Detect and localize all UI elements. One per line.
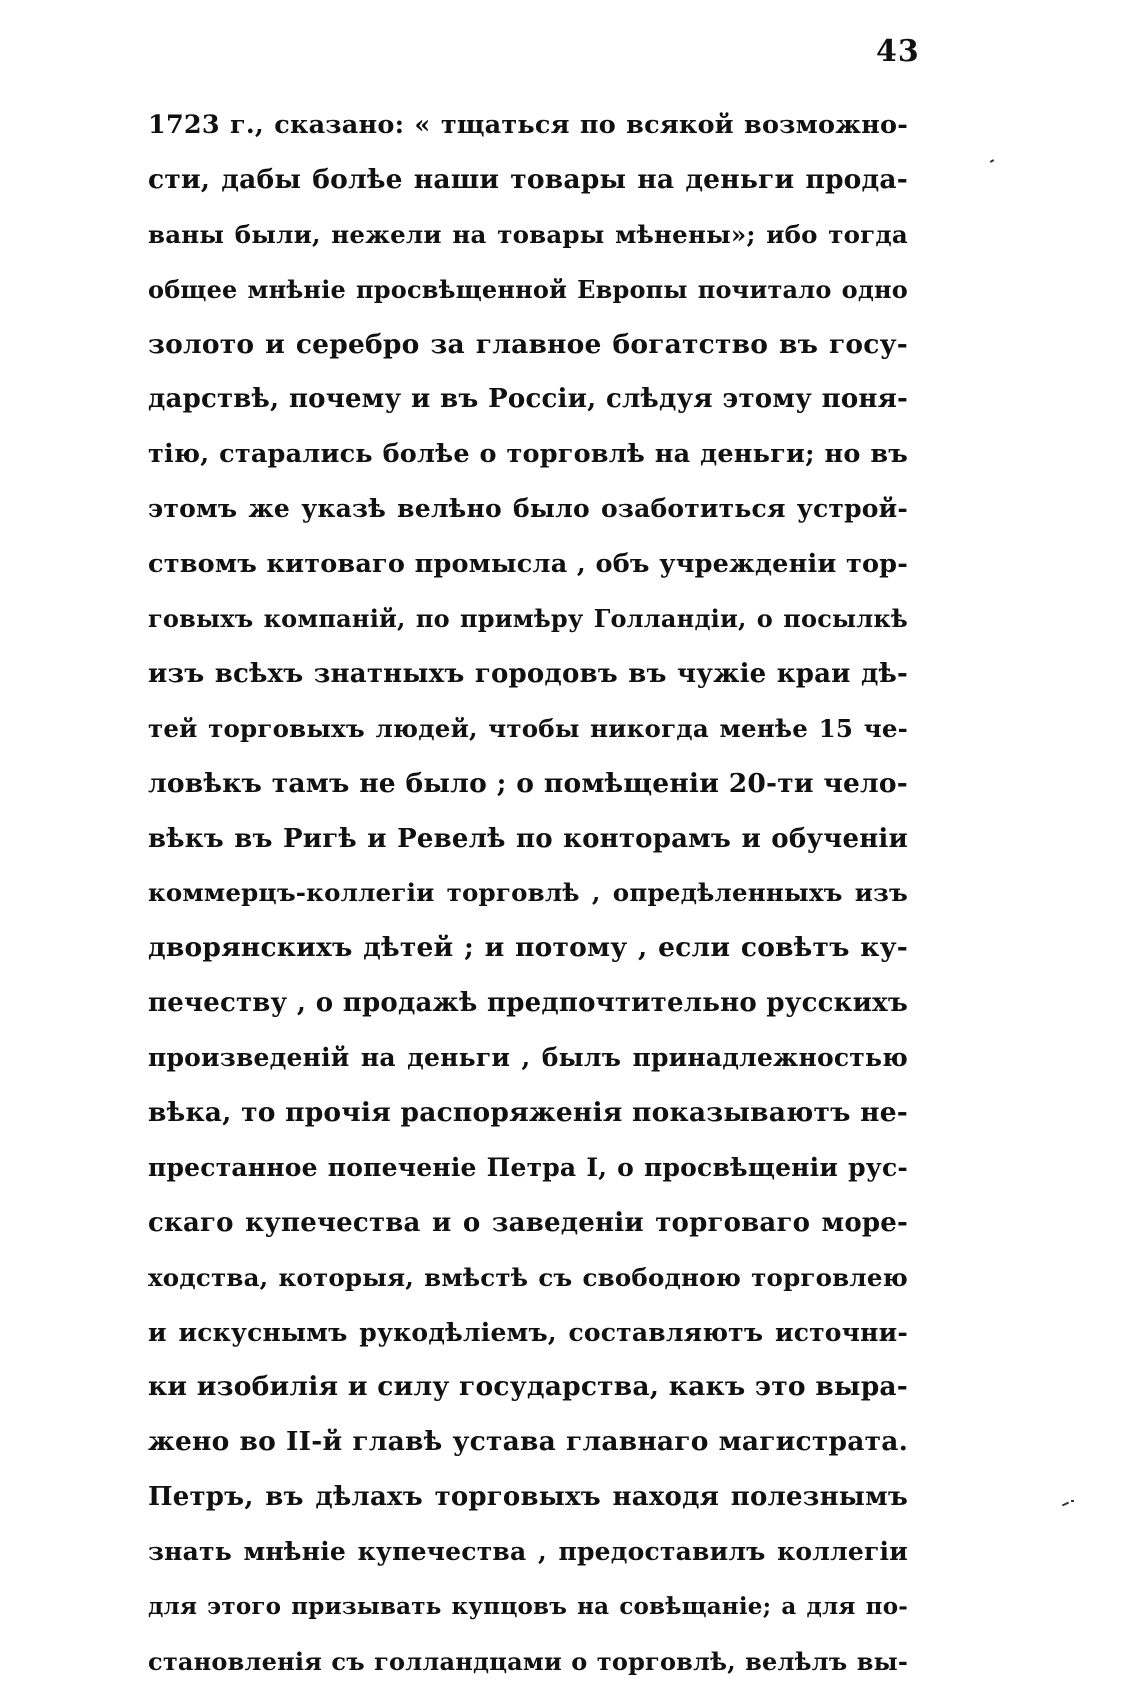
text-line: сти, дабы болѣе наши товары на деньги прода- xyxy=(148,163,908,195)
text-line: золото и серебро за главное богатство въ госу- xyxy=(148,328,908,360)
scan-speck xyxy=(1062,1502,1069,1507)
body-text xyxy=(148,98,908,1690)
scan-speck xyxy=(990,159,994,163)
text-line: дворянскихъ дѣтей ; и потому , если совѣтъ ку- xyxy=(148,932,908,964)
text-line: говыхъ компаній, по примѣру Голландіи, о посылкѣ xyxy=(148,604,908,634)
text-line: для этого призывать купцовъ на совѣщаніе; а для по- xyxy=(148,1593,908,1621)
text-line: скаго купечества и о заведеніи торговаго море- xyxy=(148,1207,908,1238)
text-line: и искуснымъ рукодѣліемъ, составляютъ источни- xyxy=(148,1317,908,1347)
text-line: ловѣкъ тамъ не было ; о помѣщеніи 20-ти чело- xyxy=(148,767,908,799)
scan-speck xyxy=(1071,1500,1074,1502)
text-line: ваны были, нежели на товары мѣнены»; ибо тогда xyxy=(148,219,908,249)
text-line: коммерцъ-коллегіи торговлѣ , опредѣленныхъ изъ xyxy=(148,878,908,908)
text-line: жено во II-й главѣ устава главнаго магистрата. xyxy=(148,1426,908,1458)
text-line: престанное попеченіе Петра I, о просвѣщеніи рус- xyxy=(148,1152,908,1182)
text-line: печеству , о продажѣ предпочтительно русскихъ xyxy=(148,988,908,1019)
text-line: 1723 г., сказано: « тщаться по всякой возможно- xyxy=(148,110,908,140)
text-line: этомъ же указѣ велѣно было озаботиться устрой- xyxy=(148,494,908,524)
text-line: тію, старались болѣе о торговлѣ на деньги; но въ xyxy=(148,439,908,470)
page-number: 43 xyxy=(876,34,920,69)
text-line: вѣка, то прочія распоряженія показываютъ не- xyxy=(148,1097,908,1129)
text-line: общее мнѣніе просвѣщенной Европы почитало одно xyxy=(148,274,908,304)
text-line: вѣкъ въ Ригѣ и Ревелѣ по конторамъ и обученіи xyxy=(148,823,908,854)
text-line: ствомъ китоваго промысла , объ учрежденіи тор- xyxy=(148,549,908,580)
text-line: ходства, которыя, вмѣстѣ съ свободною торговлею xyxy=(148,1262,908,1292)
text-line: дарствѣ, почему и въ Россіи, слѣдуя этому поня- xyxy=(148,384,908,415)
text-line: ки изобилія и силу государства, какъ это выра- xyxy=(148,1371,908,1403)
text-line: произведеній на деньги , былъ принадлежностью xyxy=(148,1043,908,1073)
text-line: знать мнѣніе купечества , предоставилъ коллегіи xyxy=(148,1537,908,1567)
text-line: становленія съ голландцами о торговлѣ, велѣлъ вы- xyxy=(148,1646,908,1676)
text-line: изъ всѣхъ знатныхъ городовъ въ чужіе краи дѣ- xyxy=(148,658,908,689)
text-line: тей торговыхъ людей, чтобы никогда менѣе 15 че- xyxy=(148,713,908,743)
text-line: Петръ, въ дѣлахъ торговыхъ находя полезнымъ xyxy=(148,1482,908,1513)
